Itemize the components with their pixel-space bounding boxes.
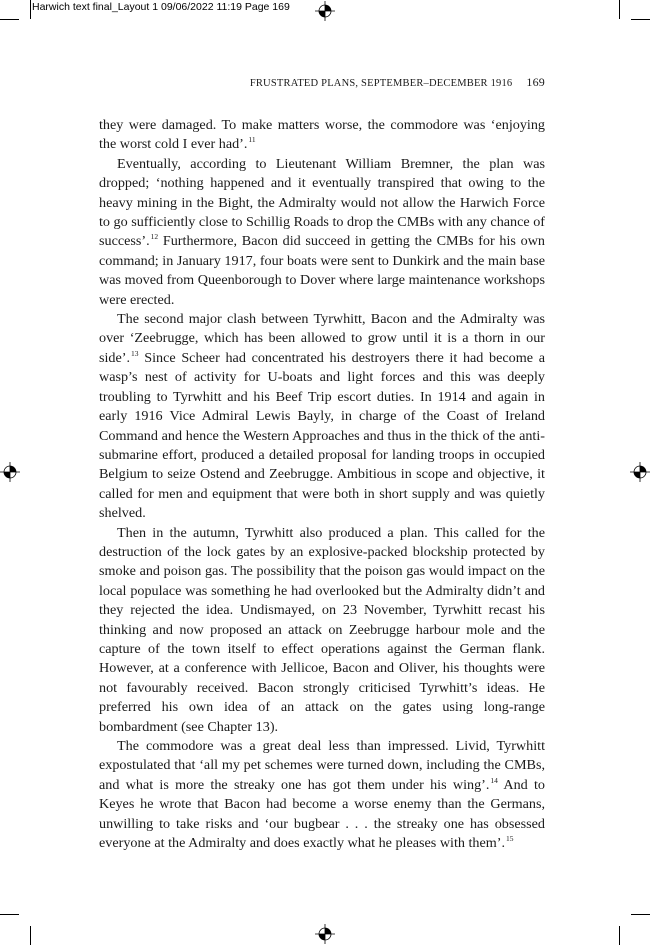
running-head: [99, 75, 545, 90]
paragraph: [99, 737, 545, 853]
paragraph: [99, 524, 545, 737]
footnote-ref: 15: [506, 834, 514, 844]
body-text: [99, 116, 545, 853]
running-head-title: FRUSTRATED PLANS, SEPTEMBER–DECEMBER 1916: [249, 78, 513, 89]
paragraph: [99, 155, 545, 310]
text-segment: Then in the autumn, Tyrwhitt also produced a plan. This called for the destruction of the lock gates by an explosive-packed blockship protected by smoke and poison gas. The possibility that the poison gas would impact on the local populace was something he had overlooked but the Admiralty didn’t and they rejected the idea. Undismayed, on 23 November, Tyrwhitt recast his thinking and now proposed an attack on Zeebrugge harbour mole and the capture of the town itself to effect operations against the German flank. However, at a conference with Jellicoe, Bacon and Oliver, his thoughts were not favourably received. Bacon strongly criticised Tyrwhitt’s ideas. He preferred his own idea of an attack on the gates using long-range bombardment (see Chapter 13).: [99, 524, 545, 735]
page-number: 169: [526, 75, 545, 89]
registration-mark-icon: [630, 462, 650, 482]
footnote-ref: 13: [131, 348, 139, 358]
print-slug-line: Harwich text final_Layout 1 09/06/2022 11:19 Page 169: [32, 1, 290, 13]
paragraph: [99, 116, 545, 155]
footnote-ref: 12: [150, 232, 159, 242]
text-segment: And to Keyes he wrote that Bacon had become a worse enemy than the Germans, unwilling to take risks and ‘our bugbear . . . the streaky one has obsessed everyone at the Admiralty and does exactly what he pleases with them’.: [99, 776, 545, 852]
text-segment: The commodore was a great deal less than impressed. Livid, Tyrwhitt expostulated that ‘all my pet schemes were turned down, including the CMBs, and what is more the streaky one has got them under his wing’.: [99, 738, 545, 793]
registration-mark-icon: [0, 462, 20, 482]
footnote-ref: 11: [248, 135, 256, 145]
text-segment: Furthermore, Bacon did succeed in getting the CMBs for his own command; in January 1917, four boats were sent to Dunkirk and the main base was moved from Queenborough to Dover where large maintenance workshops were erected.: [99, 233, 545, 308]
registration-mark-icon: [315, 1, 335, 21]
footnote-ref: 14: [490, 775, 498, 785]
paragraph: [99, 310, 545, 523]
text-segment: The second major clash between Tyrwhitt, Bacon and the Admiralty was over ‘Zeebrugge, which has been allowed to grow until it is a thorn in our side’.: [99, 311, 545, 366]
text-segment: Since Scheer had concentrated his destroyers there it had become a wasp’s nest of activity for U-boats and light forces and this was deeply troubling to Tyrwhitt and his Beef Trip escort duties. In 1914 and again in early 1916 Vice Admiral Lewis Bayly, in charge of the Coast of Ireland Command and hence the Western Approaches and thus in the thick of the anti-submarine effort, produced a detailed proposal for landing troops in occupied Belgium to seize Ostend and Zeebrugge. Ambitious in scope and objective, it called for men and equipment that were both in short supply and was quietly shelved.: [99, 349, 545, 522]
text-segment: Eventually, according to Lieutenant William Bremner, the plan was dropped; ‘nothing happened and it eventually transpired that owing to the heavy mining in the Bight, the Admiralty would not allow the Harwich Force to go sufficiently close to Schillig Roads to drop the CMBs with any chance of success’.: [99, 155, 545, 250]
text-segment: they were damaged. To make matters worse, the commodore was ‘enjoying the worst cold I ever had’.: [99, 117, 545, 153]
registration-mark-icon: [315, 924, 335, 944]
